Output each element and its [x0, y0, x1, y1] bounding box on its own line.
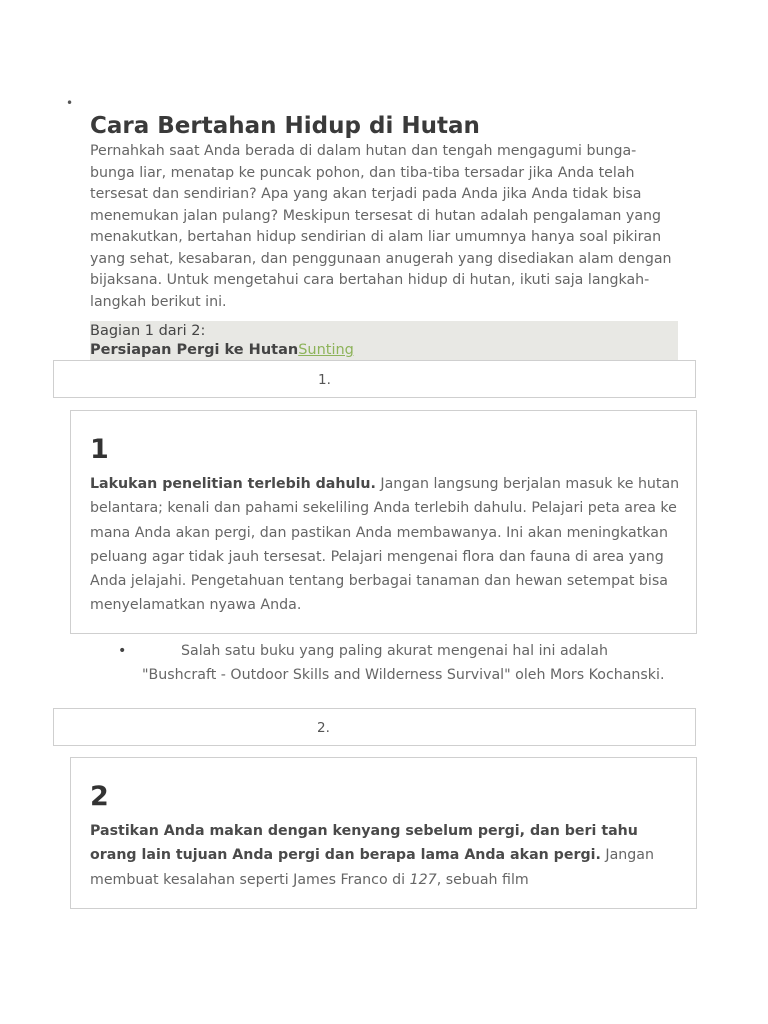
step-bold-2: Pastikan Anda makan dengan kenyang sebelum pergi, dan beri tahu orang lain tujuan Anda pergi dan berapa lama Anda akan pergi. [90, 823, 638, 864]
step-body-2-italic: 127 [409, 871, 437, 888]
step-body-2b: , sebuah film [436, 871, 529, 888]
step-number-2: 2 [90, 781, 109, 812]
step-marker-2 [53, 708, 696, 746]
step-marker-2-label: 2. [317, 720, 330, 736]
step-marker-1 [53, 360, 696, 398]
step-bold-1: Lakukan penelitian terlebih dahulu. [90, 476, 376, 492]
step-number-1: 1 [90, 434, 109, 465]
section-title-text: Persiapan Pergi ke Hutan [90, 342, 299, 358]
tip-text-1: Salah satu buku yang paling akurat mengenai hal ini adalah "Bushcraft - Outdoor Skills and Wilderness Survival" oleh Mors Kochanski. [142, 643, 665, 684]
step-marker-1-label: 1. [318, 372, 331, 388]
list-bullet: • [66, 96, 74, 110]
step-body-2a: Jangan membuat kesalahan seperti James Franco di [90, 847, 654, 888]
step-text-1 [90, 472, 680, 618]
edit-link[interactable]: Sunting [298, 342, 354, 358]
step-card-2 [70, 757, 697, 909]
page-title: Cara Bertahan Hidup di Hutan [90, 113, 480, 139]
section-part-label: Bagian 1 dari 2: [90, 323, 206, 339]
step-body-1: Jangan langsung berjalan masuk ke hutan belantara; kenali dan pahami sekeliling Anda terlebih dahulu. Pelajari peta area ke mana Anda akan pergi, dan pastikan Anda membawanya. Ini akan meningkatkan peluang agar tidak jauh tersesat. Pelajari mengenai flora dan fauna di area yang Anda jelajahi. Pengetahuan tentang berbagai tanaman dan hewan setempat bisa menyelamatkan nyawa Anda. [90, 476, 680, 614]
step-tip-1 [118, 639, 678, 688]
step-text-2 [90, 819, 680, 892]
intro-paragraph: Pernahkah saat Anda berada di dalam hutan dan tengah mengagumi bunga-bunga liar, menatap ke puncak pohon, dan tiba-tiba tersadar jika Anda telah tersesat dan sendirian? Apa yang akan terjadi pada Anda jika Anda tidak bisa menemukan jalan pulang? Meskipun tersesat di hutan adalah pengalaman yang menakutkan, bertahan hidup sendirian di alam liar umumnya hanya soal pikiran yang sehat, kesabaran, dan penggunaan anugerah yang disediakan alam dengan bijaksana. Untuk mengetahui cara bertahan hidup di hutan, ikuti saja langkah-langkah berikut ini. [90, 143, 672, 310]
tip-bullet: • [118, 643, 127, 659]
section-title [90, 341, 354, 360]
step-card-1 [70, 410, 697, 634]
